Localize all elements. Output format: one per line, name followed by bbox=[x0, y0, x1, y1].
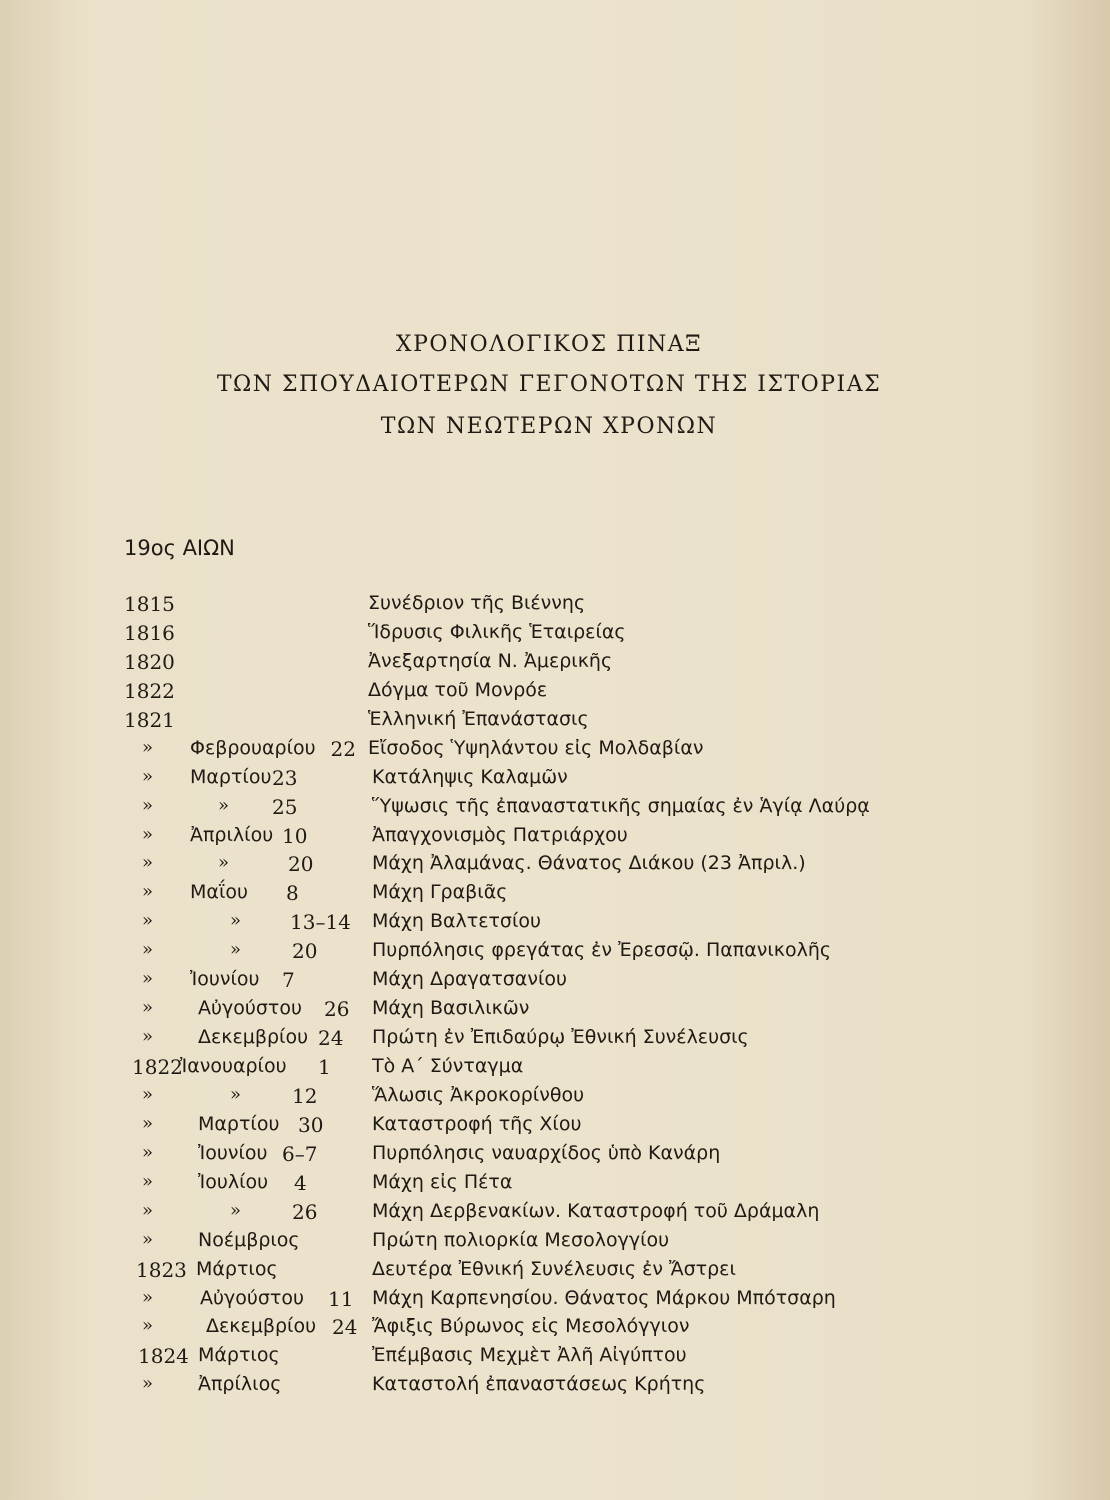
event-cell: Μάχη Γραβιᾶς bbox=[372, 881, 508, 904]
event-cell: Ἑλληνική Ἐπανάστασις bbox=[368, 707, 589, 730]
event-cell: Τὸ Α΄ Σύνταγμα bbox=[372, 1055, 524, 1077]
ditto-mark: » bbox=[142, 881, 154, 903]
ditto-mark: » bbox=[142, 852, 154, 874]
year-cell: 1815 bbox=[124, 592, 175, 616]
event-cell: Πυρπόλησις ναυαρχίδος ὑπὸ Κανάρη bbox=[372, 1141, 721, 1164]
ditto-mark: » bbox=[142, 1286, 154, 1308]
day-cell: 30 bbox=[298, 1112, 324, 1137]
day-cell: 13–14 bbox=[290, 910, 351, 935]
day-cell: 7 bbox=[282, 968, 295, 993]
year-cell: 1822 bbox=[132, 1055, 183, 1079]
month-cell: » bbox=[218, 852, 230, 874]
event-cell: Συνέδριον τῆς Βιέννης bbox=[368, 592, 586, 614]
month-cell: » bbox=[218, 794, 230, 816]
day-cell: 25 bbox=[272, 794, 298, 819]
table-row bbox=[0, 1287, 1110, 1316]
event-cell: Πυρπόλησις φρεγάτας ἐν Ἐρεσσῷ. Παπανικολῆς bbox=[372, 939, 832, 962]
bleed-through-text bbox=[110, 78, 1010, 109]
year-cell: 1823 bbox=[136, 1257, 187, 1282]
event-cell: Μάχη Βαλτετσίου bbox=[372, 910, 542, 933]
title-line-3: ΤΩΝ ΝΕΩΤΕΡΩΝ ΧΡΟΝΩΝ bbox=[380, 414, 718, 439]
event-cell: Δόγμα τοῦ Μονρόε bbox=[368, 678, 548, 701]
table-row bbox=[0, 1142, 1110, 1171]
event-cell: Ἐπέμβασις Μεχμὲτ Ἀλῆ Αἰγύπτου bbox=[372, 1344, 687, 1367]
month-cell: Δεκεμβρίου bbox=[198, 1026, 309, 1049]
table-row bbox=[0, 824, 1110, 853]
event-cell: Καταστολή ἐπαναστάσεως Κρήτης bbox=[372, 1373, 706, 1396]
month-cell: Ἰουλίου bbox=[198, 1170, 269, 1193]
century-heading: 19ος ΑΙΩΝ bbox=[124, 536, 235, 560]
day-cell: 20 bbox=[292, 939, 318, 964]
month-cell: Μαΐου bbox=[190, 881, 248, 904]
ditto-mark: » bbox=[142, 1026, 154, 1048]
title-line-2: ΤΩΝ ΣΠΟΥΔΑΙΟΤΕΡΩΝ ΓΕΓΟΝΟΤΩΝ ΤΗΣ ΙΣΤΟΡΙΑΣ bbox=[216, 372, 882, 397]
event-cell: Κατάληψις Καλαμῶν bbox=[372, 765, 568, 788]
ditto-mark: » bbox=[142, 997, 154, 1019]
ditto-mark: » bbox=[142, 1112, 154, 1134]
ditto-mark: » bbox=[142, 910, 154, 932]
event-cell: Πρώτη πολιορκία Μεσολογγίου bbox=[372, 1228, 670, 1251]
event-cell: Μάχη εἰς Πέτα bbox=[372, 1170, 513, 1193]
month-cell: Μαρτίου bbox=[198, 1112, 280, 1135]
table-row bbox=[0, 621, 1110, 650]
table-row bbox=[0, 939, 1110, 968]
ditto-mark: » bbox=[142, 794, 154, 816]
day-cell: 8 bbox=[286, 881, 299, 906]
month-cell: Αὐγούστου bbox=[198, 997, 302, 1020]
day-cell: 4 bbox=[294, 1170, 307, 1195]
table-row bbox=[0, 708, 1110, 737]
day-cell: 23 bbox=[272, 765, 298, 790]
event-cell: Πρώτη ἐν Ἐπιδαύρῳ Ἐθνική Συνέλευσις bbox=[372, 1026, 749, 1049]
table-row bbox=[0, 910, 1110, 939]
day-cell: 11 bbox=[328, 1286, 354, 1311]
event-cell: Ἀπαγχονισμὸς Πατριάρχου bbox=[372, 823, 628, 846]
ditto-mark: » bbox=[142, 1199, 154, 1221]
year-cell: 1821 bbox=[124, 707, 175, 732]
day-cell: 6–7 bbox=[282, 1141, 318, 1166]
table-row bbox=[0, 1344, 1110, 1373]
table-row bbox=[0, 592, 1110, 621]
month-cell: Ἰουνίου bbox=[198, 1141, 268, 1164]
month-cell: Ἰανουαρίου bbox=[180, 1055, 287, 1077]
table-row bbox=[0, 968, 1110, 997]
table-row bbox=[0, 1200, 1110, 1229]
table-row bbox=[0, 881, 1110, 910]
day-cell: 10 bbox=[282, 823, 308, 848]
ditto-mark: » bbox=[142, 736, 154, 758]
event-cell: Ὕψωσις τῆς ἐπαναστατικῆς σημαίας ἐν Ἁγίᾳ Λαύρᾳ bbox=[372, 794, 870, 817]
year-cell: 1824 bbox=[138, 1344, 189, 1369]
event-cell: Μάχη Καρπενησίου. Θάνατος Μάρκου Μπότσαρη bbox=[372, 1286, 836, 1309]
table-row bbox=[0, 997, 1110, 1026]
day-cell: 1 bbox=[318, 1055, 331, 1079]
table-row bbox=[0, 1113, 1110, 1142]
table-row bbox=[0, 852, 1110, 881]
day-cell: 12 bbox=[292, 1083, 318, 1108]
year-cell: 1820 bbox=[124, 649, 175, 674]
month-cell: Μαρτίου bbox=[190, 765, 272, 788]
month-cell: » bbox=[230, 1083, 242, 1105]
month-cell: » bbox=[230, 910, 242, 932]
ditto-mark: » bbox=[142, 823, 154, 845]
table-row bbox=[0, 1373, 1110, 1402]
month-cell: Δεκεμβρίου bbox=[206, 1315, 317, 1338]
month-cell: » bbox=[230, 939, 242, 961]
table-row bbox=[0, 1171, 1110, 1200]
table-row bbox=[0, 1258, 1110, 1287]
table-row bbox=[0, 650, 1110, 679]
ditto-mark: » bbox=[142, 1228, 154, 1250]
table-row bbox=[0, 1084, 1110, 1113]
ditto-mark: » bbox=[142, 968, 154, 990]
event-cell: Εἴσοδος Ὑψηλάντου εἰς Μολδαβίαν bbox=[368, 736, 704, 759]
ditto-mark: » bbox=[142, 1170, 154, 1192]
ditto-mark: » bbox=[142, 939, 154, 961]
ditto-mark: » bbox=[142, 1373, 154, 1395]
month-cell: Νοέμβριος bbox=[198, 1228, 300, 1251]
table-row bbox=[0, 737, 1110, 766]
year-cell: 1816 bbox=[124, 620, 175, 645]
day-cell: 24 bbox=[332, 1315, 358, 1340]
day-cell: 26 bbox=[292, 1199, 318, 1224]
event-cell: Καταστροφή τῆς Χίου bbox=[372, 1112, 582, 1135]
ditto-mark: » bbox=[142, 1315, 154, 1337]
title-line-1: ΧΡΟΝΟΛΟΓΙΚΟΣ ΠΙΝΑΞ bbox=[395, 332, 703, 357]
ditto-mark: » bbox=[142, 1141, 154, 1163]
month-cell: Μάρτιος bbox=[198, 1344, 280, 1367]
ditto-mark: » bbox=[142, 1083, 154, 1105]
table-row bbox=[0, 766, 1110, 795]
year-cell: 1822 bbox=[124, 678, 175, 703]
month-cell: Ἀπρίλιος bbox=[198, 1373, 282, 1396]
event-cell: Μάχη Βασιλικῶν bbox=[372, 997, 530, 1020]
event-cell: Ἀνεξαρτησία Ν. Ἀμερικῆς bbox=[368, 649, 613, 672]
day-cell: 24 bbox=[318, 1026, 344, 1051]
event-cell: Μάχη Δερβενακίων. Καταστροφή τοῦ Δράμαλη bbox=[372, 1199, 820, 1222]
table-row bbox=[0, 1315, 1110, 1344]
event-cell: Μάχη Ἀλαμάνας. Θάνατος Διάκου (23 Ἀπριλ.) bbox=[372, 852, 806, 875]
chronology-table bbox=[0, 592, 1110, 1402]
table-row bbox=[0, 679, 1110, 708]
table-row bbox=[0, 1026, 1110, 1055]
table-row bbox=[0, 795, 1110, 824]
month-cell: Ἀπριλίου bbox=[190, 823, 274, 846]
day-cell: 22 bbox=[330, 736, 356, 761]
month-cell: Φεβρουαρίου bbox=[190, 736, 316, 759]
month-cell: Αὐγούστου bbox=[200, 1286, 304, 1309]
event-cell: Ἄφιξις Βύρωνος εἰς Μεσολόγγιον bbox=[372, 1315, 690, 1338]
event-cell: Ἅλωσις Ἀκροκορίνθου bbox=[372, 1083, 585, 1106]
day-cell: 26 bbox=[324, 997, 350, 1022]
day-cell: 20 bbox=[288, 852, 314, 877]
month-cell: Μάρτιος bbox=[196, 1257, 278, 1280]
ditto-mark: » bbox=[142, 765, 154, 787]
table-row bbox=[0, 1055, 1110, 1084]
month-cell: Ἰουνίου bbox=[190, 968, 260, 991]
table-row bbox=[0, 1229, 1110, 1258]
event-cell: Δευτέρα Ἐθνική Συνέλευσις ἐν Ἄστρει bbox=[372, 1257, 736, 1280]
event-cell: Ἵδρυσις Φιλικῆς Ἑταιρείας bbox=[368, 620, 626, 643]
event-cell: Μάχη Δραγατσανίου bbox=[372, 968, 567, 991]
month-cell: » bbox=[230, 1199, 242, 1221]
